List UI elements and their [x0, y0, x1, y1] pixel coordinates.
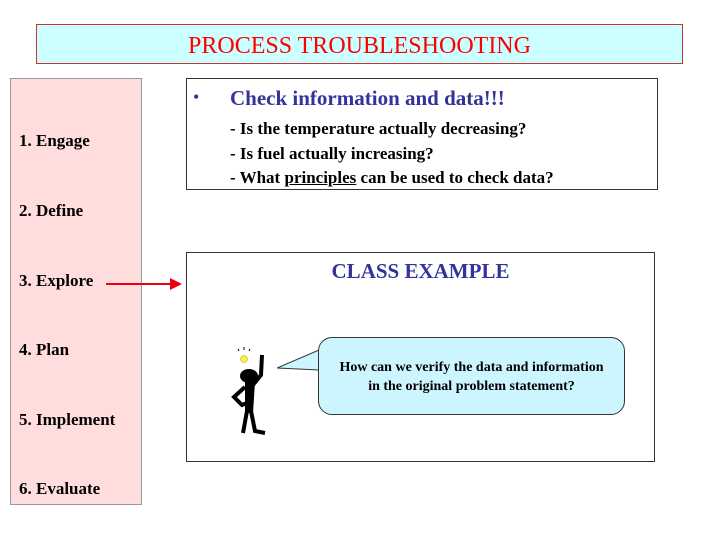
step-evaluate: 6. Evaluate — [19, 479, 101, 498]
q3-pre: - What — [230, 168, 285, 187]
bubble-line-1: How can we verify the data and information — [339, 360, 604, 375]
step-plan: 4. Plan — [19, 340, 70, 359]
question-fuel: - Is fuel actually increasing? — [230, 144, 434, 163]
q3-underlined: principles — [284, 168, 357, 187]
arrow-icon — [106, 276, 186, 292]
class-example-box — [186, 252, 655, 462]
bullet: • — [193, 87, 200, 107]
step-explore: 3. Explore — [19, 271, 94, 290]
check-heading: Check information and data!!! — [230, 86, 505, 110]
question-temperature: - Is the temperature actually decreasing? — [230, 119, 527, 138]
question-principles — [230, 168, 554, 188]
example-heading: CLASS EXAMPLE — [331, 259, 510, 283]
slide-title: PROCESS TROUBLESHOOTING — [36, 24, 683, 64]
step-implement: 5. Implement — [19, 410, 116, 429]
speech-bubble — [318, 337, 625, 415]
step-define: 2. Define — [19, 201, 84, 220]
q3-post: can be used to check data? — [356, 168, 554, 187]
step-engage: 1. Engage — [19, 131, 90, 150]
check-box — [186, 78, 658, 190]
bubble-line-2: in the original problem statement? — [368, 379, 575, 394]
